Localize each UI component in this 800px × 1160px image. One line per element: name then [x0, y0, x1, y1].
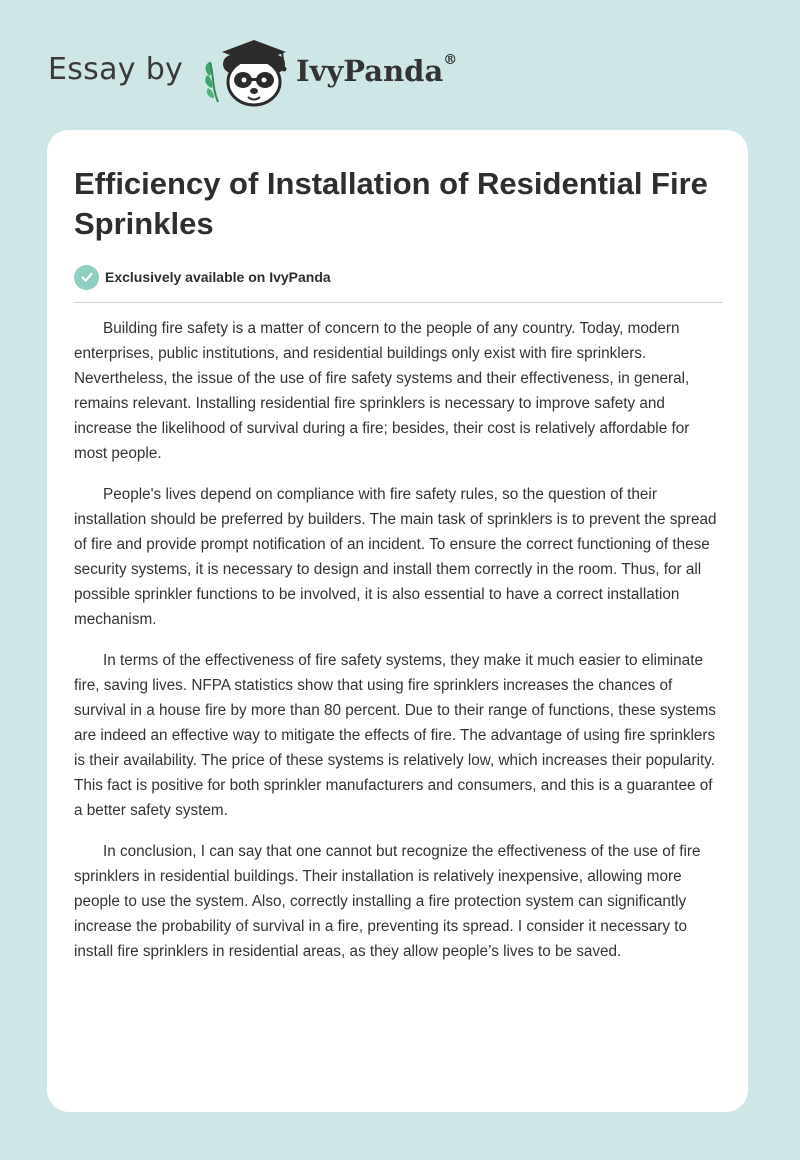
site-header: [48, 36, 508, 108]
essay-card: [47, 130, 748, 1112]
paragraph: Building fire safety is a matter of concern to the people of any country. Today, modern enterprises, public institutions, and residential buildings only exist with fire sprinklers. Nevertheless, the issue of the use of fire safety systems and their effectiveness, in general, remains relevant. Installing residential fire sprinklers is necessary to improve safety and increase the likelihood of survival during a fire; besides, their cost is relatively affordable for most people.: [74, 320, 690, 462]
page-title: Efficiency of Installation of Residential Fire Sprinkles: [74, 166, 708, 241]
brand-label: IvyPanda: [296, 54, 444, 88]
exclusive-badge: [74, 264, 331, 290]
exclusive-badge-label: Exclusively available on IvyPanda: [105, 269, 331, 285]
essay-by-label: Essay by: [48, 52, 184, 87]
panda-graduate-logo-icon[interactable]: [202, 36, 302, 108]
paragraph: In terms of the effectiveness of fire safety systems, they make it much easier to eliminate fire, saving lives. NFPA statistics show that using fire sprinklers increases the chances of survival in a house fire by more than 80 percent. Due to their range of functions, these systems are indeed an effective way to mitigate the effects of fire. The advantage of using fire sprinklers is their availability. The price of these systems is relatively low, which increases their popularity. This fact is positive for both sprinkler manufacturers and consumers, and this is a guarantee of a better safety system.: [74, 652, 716, 819]
registered-mark: ®: [443, 52, 458, 69]
paragraph: People's lives depend on compliance with fire safety rules, so the question of their installation should be preferred by builders. The main task of sprinklers is to prevent the spread of fire and provide prompt notification of an incident. To ensure the correct functioning of these security systems, it is necessary to design and install them correctly in the room. Thus, for all possible sprinkler functions to be involved, it is also essential to have a correct installation mechanism.: [74, 486, 717, 628]
brand-name[interactable]: [296, 54, 457, 88]
divider: [74, 302, 723, 303]
paragraph: In conclusion, I can say that one cannot but recognize the effectiveness of the use of fire sprinklers in residential buildings. Their installation is relatively inexpensive, allowing more people to use the system. Also, correctly installing a fire protection system can significantly increase the probability of survival in a fire, preventing its spread. I consider it necessary to install fire sprinklers in residential areas, as they allow people’s lives to be saved.: [74, 843, 701, 960]
essay-body: [74, 316, 724, 980]
checkmark-icon: [74, 265, 99, 290]
